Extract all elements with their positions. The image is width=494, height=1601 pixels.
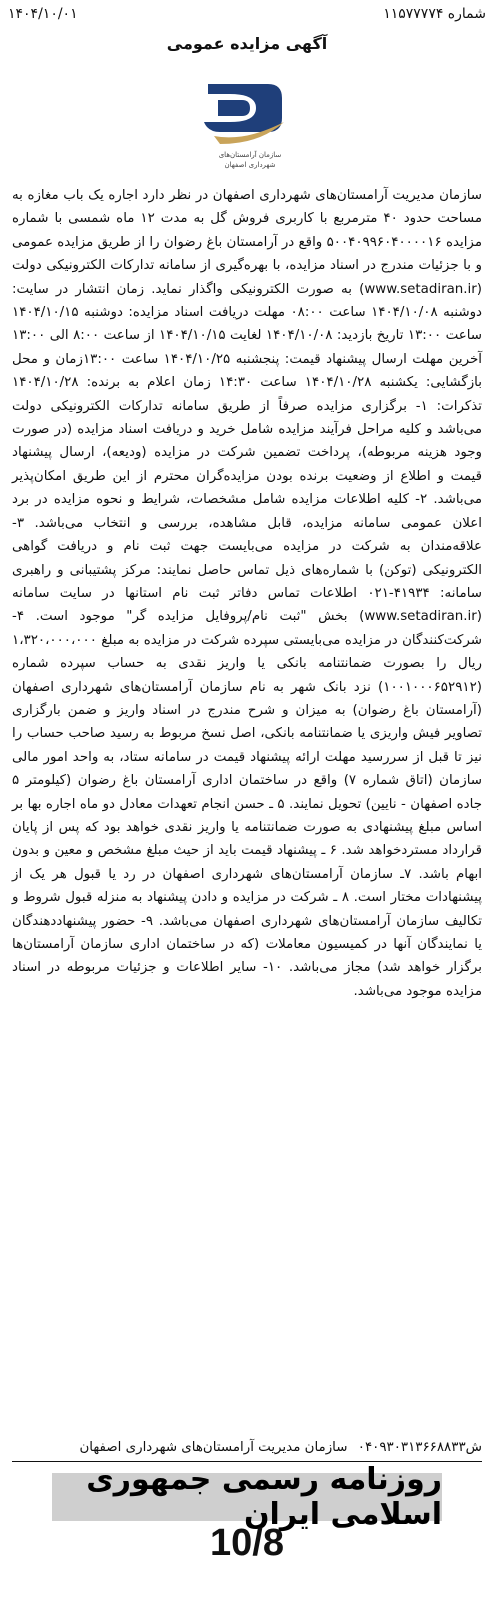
page-number: 10/8 xyxy=(210,1522,284,1564)
header-row xyxy=(8,6,486,28)
organization-logo-icon xyxy=(190,78,300,148)
newspaper-banner: روزنامه رسمی جمهوری اسلامی ایران xyxy=(52,1473,442,1521)
signing-organization: سازمان مدیریت آرامستان‌های شهرداری اصفهان xyxy=(79,1440,348,1455)
notice-body: سازمان مدیریت آرامستان‌های شهرداری اصفهان در نظر دارد اجاره یک باب مغازه به مساحت حدود ۴۰ مترمربع با کاربری فروش گل به مدت ۱۲ ماه شمسی با شماره مزایده ۵۰۰۴۰۹۹۶۰۴۰۰۰۰۱۶ واقع در آرامستان باغ رضوان را از طریق مزایده عمومی و با جزئیات مندرج در اسناد مزایده، با بهره‌گیری از سامانه تدارکات الکترونیکی دولت (www.setadiran.ir) به صورت الکترونیکی واگذار نماید. زمان انتشار در سایت: دوشنبه ۱۴۰۴/۱۰/۰۸ ساعت ۰۸:۰۰ مهلت دریافت اسناد مزایده: دوشنبه ۱۴۰۴/۱۰/۱۵ ساعت ۱۳:۰۰ تاریخ بازدید: ۱۴۰۴/۱۰/۰۸ لغایت ۱۴۰۴/۱۰/۱۵ از ساعت ۸:۰۰ الی ۱۳:۰۰ آخرین مهلت ارسال پیشنهاد قیمت: پنجشنبه ۱۴۰۴/۱۰/۲۵ ساعت ۱۳:۰۰زمان و محل بازگشایی: یکشنبه ۱۴۰۴/۱۰/۲۸ ساعت ۱۴:۳۰ زمان اعلام به برنده: ۱۴۰۴/۱۰/۲۸ تذکرات: ۱- برگزاری مزایده صرفاً از طریق سامانه تدارکات الکترونیکی دولت می‌باشد و کلیه مراحل فرآیند مزایده شامل خرید و دریافت اسناد مزایده (در صورت وجود هزینه مربوطه)، پرداخت تضمین شرکت در مزایده (ودیعه)، ارسال پیشنهاد قیمت و اطلاع از وضعیت برنده بودن مزایده‌گران محترم از این طریق امکان‌پذیر می‌باشد. ۲- کلیه اطلاعات مزایده شامل مشخصات، شرایط و نحوه مزایده در برد اعلان عمومی سامانه مزایده، قابل مشاهده، بررسی و انتخاب می‌باشد. ۳- علاقه‌مندان به شرکت در مزایده می‌بایست جهت ثبت نام و دریافت گواهی الکترونیکی (توکن) با شماره‌های ذیل تماس حاصل نمایند: مرکز پشتیبانی و راهبری سامانه: ۴۱۹۳۴-۰۲۱ اطلاعات تماس دفاتر ثبت نام استانها در سایت سامانه (www.setadiran.ir) بخش "ثبت نام/پروفایل مزایده گر" موجود است. ۴- شرکت‌کنندگان در مزایده می‌بایستی سپرده شرکت در مزایده به مبلغ ۱،۳۲۰،۰۰۰،۰۰۰ ریال را بصورت ضمانتنامه بانکی یا واریز نقدی به حساب سپرده شماره (۱۰۰۱۰۰۰۶۵۲۹۱۲) نزد بانک شهر به نام سازمان آرامستان‌های شهرداری اصفهان (آرامستان باغ رضوان) به میزان و شرح مندرج در اسناد واریز و ضمن بارگزاری تصاویر فیش واریزی یا ضمانتنامه بانکی، اصل نسخ مربوط به رسید صاحب حساب را نیز تا قبل از سررسید مهلت ارائه پیشنهاد قیمت در سامانه ستاد، به واحد امور مالی سازمان (اتاق شماره ۷) واقع در ساختمان اداری آرامستان باغ رضوان (کیلومتر ۵ جاده اصفهان - نایین) تحویل نمایند. ۵ ـ حسن انجام تعهدات معادل دو ماه اجاره بها بر اساس مبلغ پیشنهادی به صورت ضمانتنامه یا واریز نقدی خواهد بود که پس از پایان قرارداد مسترد‌خواهد شد. ۶ ـ پیشنهاد قیمت باید از حیث مبلغ مشخص و معین و بدون ابهام باشد. ۷ـ سازمان آرامستان‌های شهرداری اصفهان در رد یا قبول هر یک از پیشنهادات مختار است. ۸ ـ شرکت در مزایده و دادن پیشنهاد به منزله قبول شروط و تکالیف سازمان آرامستان‌های شهرداری اصفهان می‌باشد. ۹- حضور پیشنهاددهندگان یا نمایندگان آنها در کمیسیون معاملات (که در ساختمان اداری سازمان آرامستان‌ها برگزار خواهد شد) مجاز می‌باشد. ۱۰- سایر اطلاعات و جزئیات مربوطه در اسناد مزایده موجود می‌باشد. xyxy=(12,188,483,999)
notice-title: آگهی مزایده عمومی xyxy=(166,34,328,53)
notice-code: ش۰۴۰۹۳۰۳۱۳۶۶۸۸۳۳ xyxy=(357,1440,482,1455)
logo-caption: سازمان آرامستان‌های شهرداری اصفهان xyxy=(218,151,282,169)
signature-row xyxy=(12,1437,482,1462)
notice-date: ۱۴۰۴/۱۰/۰۱ xyxy=(8,6,78,22)
notice-number: شماره ۱۱۵۷۷۷۷۴ xyxy=(383,6,486,22)
